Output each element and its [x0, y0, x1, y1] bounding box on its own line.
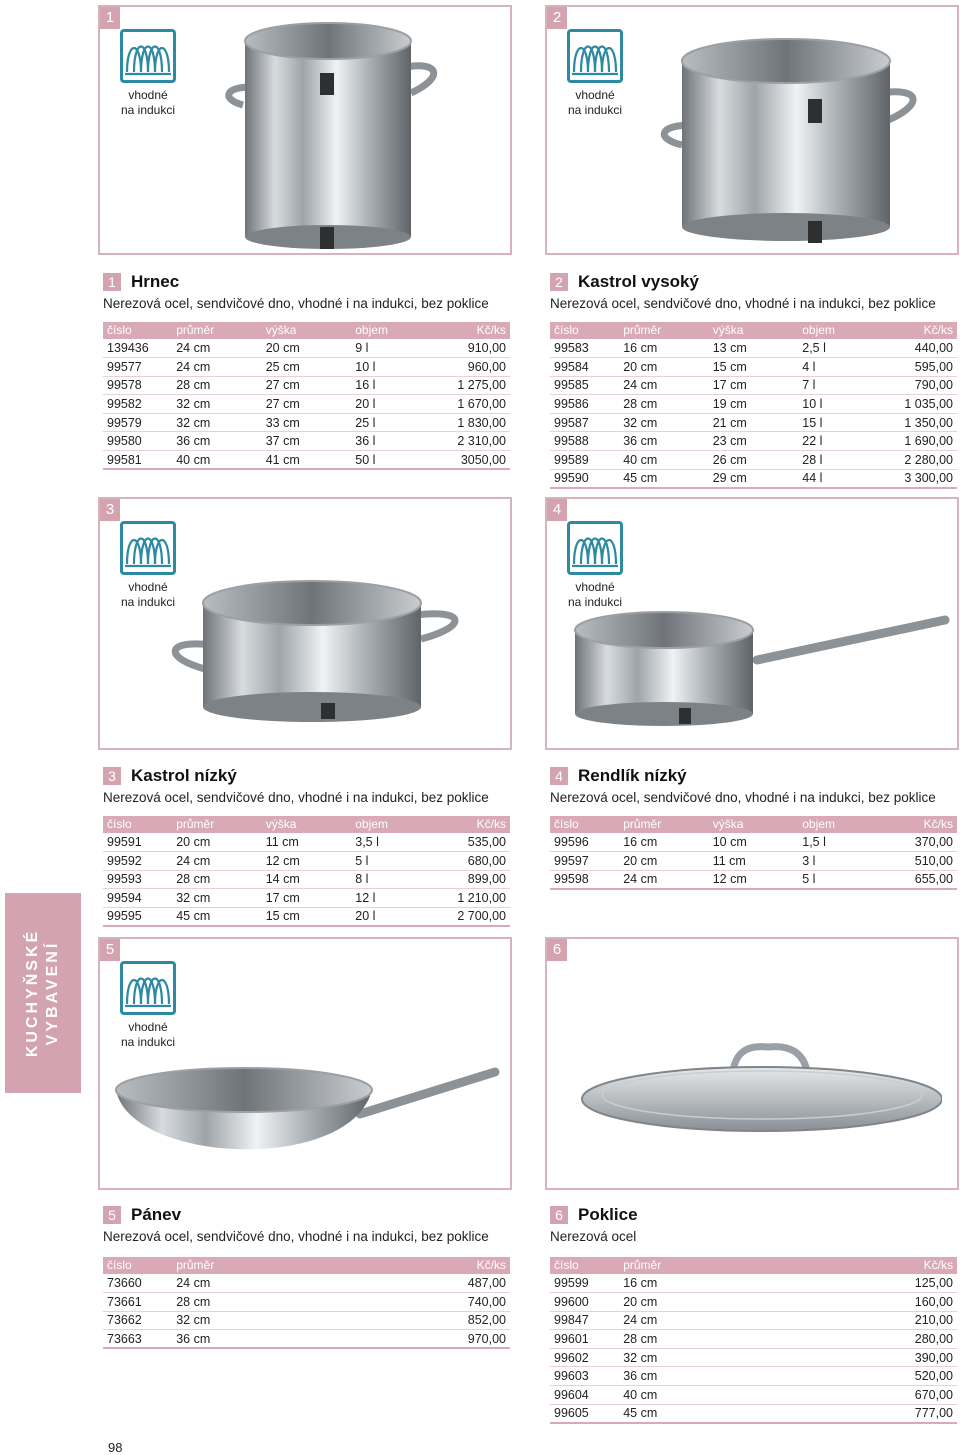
- table-cell: 28 cm: [172, 376, 262, 395]
- table-cell: 390,00: [709, 1348, 957, 1367]
- table-row: [550, 432, 957, 451]
- table-cell: 99598: [550, 870, 619, 889]
- induction-label-2: na indukci: [120, 103, 176, 117]
- induction-coil-icon: [567, 521, 623, 575]
- column-header: průměr: [172, 816, 262, 833]
- table-cell: 29 cm: [709, 469, 799, 488]
- section-description: Nerezová ocel, sendvičové dno, vhodné i na indukci, bez poklice: [103, 296, 489, 311]
- frying-pan-image: [110, 1054, 510, 1184]
- table-cell: 16 cm: [619, 1274, 709, 1293]
- price-table-kastrol-vysoky: [550, 322, 957, 489]
- column-header: číslo: [103, 816, 172, 833]
- table-row: [103, 1293, 510, 1312]
- section-number: 4: [550, 767, 568, 785]
- category-side-tab: [5, 893, 81, 1093]
- table-cell: 99599: [550, 1274, 619, 1293]
- photo-number: 5: [100, 939, 120, 961]
- table-cell: 960,00: [433, 358, 510, 377]
- table-row: [550, 395, 957, 414]
- table-row: [103, 889, 510, 908]
- table-cell: 28 l: [798, 451, 879, 470]
- table-cell: 1 830,00: [433, 413, 510, 432]
- table-cell: 36 l: [351, 432, 432, 451]
- photo-kastrol-nizky: [98, 497, 512, 750]
- table-row: [550, 1293, 957, 1312]
- column-header: objem: [798, 322, 879, 339]
- table-cell: 11 cm: [709, 852, 799, 871]
- table-cell: 99602: [550, 1348, 619, 1367]
- price-table-kastrol-nizky: [103, 816, 510, 927]
- page-number: 98: [108, 1440, 123, 1455]
- table-cell: 1 210,00: [433, 889, 510, 908]
- table-cell: 15 l: [798, 413, 879, 432]
- photo-rendlik-nizky: [545, 497, 959, 750]
- column-header: Kč/ks: [880, 816, 957, 833]
- table-cell: 20 cm: [619, 358, 709, 377]
- table-cell: 28 cm: [619, 395, 709, 414]
- table-cell: 32 cm: [172, 1311, 262, 1330]
- table-cell: 10 cm: [709, 833, 799, 852]
- table-row: [103, 870, 510, 889]
- table-cell: 160,00: [709, 1293, 957, 1312]
- column-header: číslo: [550, 1257, 619, 1274]
- table-row: [550, 376, 957, 395]
- section-title: Pánev: [131, 1205, 182, 1224]
- table-cell: 670,00: [709, 1386, 957, 1405]
- table-cell: 16 cm: [619, 833, 709, 852]
- stock-pot-image: [215, 17, 445, 253]
- table-cell: 20 cm: [172, 833, 262, 852]
- table-row: [550, 1404, 957, 1423]
- table-cell: 27 cm: [262, 395, 352, 414]
- column-header: výška: [709, 816, 799, 833]
- table-cell: 99584: [550, 358, 619, 377]
- column-header: Kč/ks: [709, 1257, 957, 1274]
- table-cell: 3,5 l: [351, 833, 432, 852]
- photo-panev: [98, 937, 512, 1190]
- table-cell: 899,00: [433, 870, 510, 889]
- section-description: Nerezová ocel, sendvičové dno, vhodné i na indukci, bez poklice: [103, 790, 489, 805]
- induction-coil-icon: [567, 29, 623, 83]
- table-cell: 73661: [103, 1293, 172, 1312]
- table-cell: 1 350,00: [880, 413, 957, 432]
- table-cell: 33 cm: [262, 413, 352, 432]
- section-title: Kastrol nízký: [131, 766, 237, 785]
- column-header: číslo: [103, 322, 172, 339]
- table-cell: 99594: [103, 889, 172, 908]
- low-casserole-image: [155, 579, 475, 729]
- table-row: [550, 870, 957, 889]
- table-cell: 852,00: [262, 1311, 510, 1330]
- table-row: [550, 339, 957, 358]
- table-cell: 28 cm: [172, 870, 262, 889]
- table-row: [103, 339, 510, 358]
- photo-poklice: [545, 937, 959, 1190]
- table-header-row: [103, 816, 510, 833]
- column-header: objem: [351, 322, 432, 339]
- table-cell: 99587: [550, 413, 619, 432]
- section-title: Poklice: [578, 1205, 638, 1224]
- side-tab-line1: KUCHYŇSKÉ: [24, 928, 41, 1058]
- tall-casserole-image: [642, 35, 927, 247]
- column-header: Kč/ks: [433, 322, 510, 339]
- section-panev-header: [103, 1205, 513, 1244]
- table-cell: 22 l: [798, 432, 879, 451]
- table-cell: 99601: [550, 1330, 619, 1349]
- column-header: průměr: [619, 322, 709, 339]
- lid-image: [572, 1039, 942, 1149]
- table-cell: 99593: [103, 870, 172, 889]
- table-cell: 8 l: [351, 870, 432, 889]
- table-cell: 99847: [550, 1311, 619, 1330]
- table-cell: 24 cm: [172, 358, 262, 377]
- table-row: [550, 1330, 957, 1349]
- induction-label-2: na indukci: [567, 595, 623, 609]
- section-description: Nerezová ocel, sendvičové dno, vhodné i na indukci, bez poklice: [550, 296, 936, 311]
- section-title: Hrnec: [131, 272, 180, 291]
- section-number: 1: [103, 273, 121, 291]
- photo-kastrol-vysoky: [545, 5, 959, 255]
- table-header-row: [103, 1257, 510, 1274]
- table-cell: 99583: [550, 339, 619, 358]
- table-cell: 7 l: [798, 376, 879, 395]
- column-header: Kč/ks: [433, 816, 510, 833]
- table-cell: 3 l: [798, 852, 879, 871]
- table-cell: 41 cm: [262, 451, 352, 470]
- table-cell: 2 310,00: [433, 432, 510, 451]
- table-cell: 280,00: [709, 1330, 957, 1349]
- table-row: [550, 1348, 957, 1367]
- column-header: číslo: [550, 816, 619, 833]
- table-row: [550, 469, 957, 488]
- induction-badge: [118, 961, 178, 1050]
- table-cell: 27 cm: [262, 376, 352, 395]
- table-cell: 11 cm: [262, 833, 352, 852]
- table-cell: 20 cm: [262, 339, 352, 358]
- induction-label-1: vhodné: [575, 88, 615, 102]
- section-number: 2: [550, 273, 568, 291]
- table-cell: 45 cm: [619, 1404, 709, 1423]
- table-cell: 520,00: [709, 1367, 957, 1386]
- induction-label-1: vhodné: [575, 580, 615, 594]
- table-cell: 40 cm: [172, 451, 262, 470]
- section-hrnec-header: [103, 272, 513, 311]
- table-cell: 20 cm: [619, 852, 709, 871]
- table-cell: 99586: [550, 395, 619, 414]
- table-cell: 21 cm: [709, 413, 799, 432]
- table-cell: 36 cm: [619, 1367, 709, 1386]
- table-row: [550, 1274, 957, 1293]
- column-header: Kč/ks: [880, 322, 957, 339]
- table-cell: 12 cm: [262, 852, 352, 871]
- section-poklice-header: [550, 1205, 960, 1244]
- table-cell: 19 cm: [709, 395, 799, 414]
- table-cell: 99578: [103, 376, 172, 395]
- table-row: [550, 358, 957, 377]
- photo-number: 3: [100, 499, 120, 521]
- table-cell: 73662: [103, 1311, 172, 1330]
- table-cell: 1 690,00: [880, 432, 957, 451]
- column-header: výška: [262, 322, 352, 339]
- induction-label-1: vhodné: [128, 88, 168, 102]
- table-cell: 23 cm: [709, 432, 799, 451]
- table-cell: 2 280,00: [880, 451, 957, 470]
- table-cell: 16 cm: [619, 339, 709, 358]
- column-header: objem: [351, 816, 432, 833]
- induction-label-1: vhodné: [128, 1020, 168, 1034]
- table-header-row: [550, 816, 957, 833]
- section-description: Nerezová ocel: [550, 1229, 637, 1244]
- table-cell: 99592: [103, 852, 172, 871]
- table-cell: 36 cm: [172, 432, 262, 451]
- table-row: [103, 1330, 510, 1349]
- table-cell: 45 cm: [172, 907, 262, 926]
- section-number: 6: [550, 1206, 568, 1224]
- induction-coil-icon: [120, 521, 176, 575]
- table-cell: 9 l: [351, 339, 432, 358]
- table-cell: 20 l: [351, 907, 432, 926]
- table-cell: 1,5 l: [798, 833, 879, 852]
- table-cell: 740,00: [262, 1293, 510, 1312]
- table-cell: 99589: [550, 451, 619, 470]
- induction-badge: [118, 29, 178, 118]
- table-cell: 73663: [103, 1330, 172, 1349]
- column-header: průměr: [619, 1257, 709, 1274]
- section-description: Nerezová ocel, sendvičové dno, vhodné i na indukci, bez poklice: [103, 1229, 489, 1244]
- table-cell: 45 cm: [619, 469, 709, 488]
- table-cell: 655,00: [880, 870, 957, 889]
- table-row: [550, 1386, 957, 1405]
- price-table-poklice: [550, 1257, 957, 1424]
- column-header: objem: [798, 816, 879, 833]
- table-cell: 2 700,00: [433, 907, 510, 926]
- table-cell: 10 l: [798, 395, 879, 414]
- column-header: Kč/ks: [262, 1257, 510, 1274]
- section-kastrol-vysoky-header: [550, 272, 960, 311]
- table-cell: 24 cm: [172, 339, 262, 358]
- column-header: číslo: [103, 1257, 172, 1274]
- table-row: [103, 376, 510, 395]
- column-header: průměr: [172, 322, 262, 339]
- photo-hrnec: [98, 5, 512, 255]
- table-header-row: [103, 322, 510, 339]
- column-header: číslo: [550, 322, 619, 339]
- table-cell: 50 l: [351, 451, 432, 470]
- price-table-rendlik-nizky: [550, 816, 957, 890]
- section-kastrol-nizky-header: [103, 766, 513, 805]
- table-cell: 1 035,00: [880, 395, 957, 414]
- induction-coil-icon: [120, 961, 176, 1015]
- table-cell: 99577: [103, 358, 172, 377]
- table-cell: 535,00: [433, 833, 510, 852]
- table-cell: 99582: [103, 395, 172, 414]
- table-cell: 99591: [103, 833, 172, 852]
- table-row: [103, 358, 510, 377]
- table-row: [550, 852, 957, 871]
- induction-badge: [565, 29, 625, 118]
- induction-coil-icon: [120, 29, 176, 83]
- table-cell: 15 cm: [709, 358, 799, 377]
- table-cell: 99604: [550, 1386, 619, 1405]
- price-table-panev: [103, 1257, 510, 1349]
- section-title: Kastrol vysoký: [578, 272, 699, 291]
- table-cell: 99603: [550, 1367, 619, 1386]
- column-header: průměr: [619, 816, 709, 833]
- table-cell: 24 cm: [172, 1274, 262, 1293]
- table-cell: 1 670,00: [433, 395, 510, 414]
- table-row: [103, 395, 510, 414]
- table-cell: 2,5 l: [798, 339, 879, 358]
- column-header: výška: [709, 322, 799, 339]
- table-cell: 370,00: [880, 833, 957, 852]
- induction-label-1: vhodné: [128, 580, 168, 594]
- table-cell: 99590: [550, 469, 619, 488]
- table-cell: 24 cm: [619, 1311, 709, 1330]
- table-row: [550, 1311, 957, 1330]
- table-cell: 99581: [103, 451, 172, 470]
- induction-label-2: na indukci: [567, 103, 623, 117]
- table-cell: 26 cm: [709, 451, 799, 470]
- table-cell: 32 cm: [619, 413, 709, 432]
- table-cell: 4 l: [798, 358, 879, 377]
- table-cell: 99597: [550, 852, 619, 871]
- table-cell: 99588: [550, 432, 619, 451]
- table-cell: 99600: [550, 1293, 619, 1312]
- table-cell: 36 cm: [172, 1330, 262, 1349]
- table-row: [103, 413, 510, 432]
- table-row: [103, 833, 510, 852]
- table-cell: 680,00: [433, 852, 510, 871]
- table-cell: 3050,00: [433, 451, 510, 470]
- table-cell: 777,00: [709, 1404, 957, 1423]
- table-row: [103, 432, 510, 451]
- table-cell: 17 cm: [262, 889, 352, 908]
- column-header: průměr: [172, 1257, 262, 1274]
- photo-number: 2: [547, 7, 567, 29]
- table-cell: 24 cm: [172, 852, 262, 871]
- table-cell: 99579: [103, 413, 172, 432]
- table-cell: 24 cm: [619, 376, 709, 395]
- table-cell: 99580: [103, 432, 172, 451]
- table-cell: 99596: [550, 833, 619, 852]
- table-cell: 910,00: [433, 339, 510, 358]
- section-rendlik-nizky-header: [550, 766, 960, 805]
- column-header: výška: [262, 816, 352, 833]
- table-cell: 40 cm: [619, 451, 709, 470]
- table-cell: 510,00: [880, 852, 957, 871]
- table-cell: 440,00: [880, 339, 957, 358]
- table-cell: 487,00: [262, 1274, 510, 1293]
- table-cell: 12 cm: [709, 870, 799, 889]
- photo-number: 1: [100, 7, 120, 29]
- table-cell: 12 l: [351, 889, 432, 908]
- table-row: [550, 451, 957, 470]
- table-cell: 16 l: [351, 376, 432, 395]
- table-row: [103, 1311, 510, 1330]
- table-cell: 32 cm: [619, 1348, 709, 1367]
- table-cell: 3 300,00: [880, 469, 957, 488]
- table-cell: 595,00: [880, 358, 957, 377]
- side-tab-line2: VYBAVENÍ: [44, 940, 61, 1046]
- table-row: [550, 413, 957, 432]
- table-header-row: [550, 1257, 957, 1274]
- table-row: [550, 833, 957, 852]
- table-cell: 17 cm: [709, 376, 799, 395]
- table-cell: 37 cm: [262, 432, 352, 451]
- table-cell: 125,00: [709, 1274, 957, 1293]
- induction-label-2: na indukci: [120, 595, 176, 609]
- table-cell: 5 l: [798, 870, 879, 889]
- table-cell: 25 l: [351, 413, 432, 432]
- table-cell: 970,00: [262, 1330, 510, 1349]
- table-cell: 99605: [550, 1404, 619, 1423]
- table-cell: 28 cm: [172, 1293, 262, 1312]
- section-description: Nerezová ocel, sendvičové dno, vhodné i na indukci, bez poklice: [550, 790, 936, 805]
- table-cell: 5 l: [351, 852, 432, 871]
- table-cell: 10 l: [351, 358, 432, 377]
- table-row: [103, 852, 510, 871]
- photo-number: 4: [547, 499, 567, 521]
- table-cell: 15 cm: [262, 907, 352, 926]
- table-cell: 24 cm: [619, 870, 709, 889]
- table-cell: 28 cm: [619, 1330, 709, 1349]
- section-number: 5: [103, 1206, 121, 1224]
- table-cell: 25 cm: [262, 358, 352, 377]
- table-cell: 99595: [103, 907, 172, 926]
- table-cell: 73660: [103, 1274, 172, 1293]
- table-cell: 14 cm: [262, 870, 352, 889]
- table-cell: 99585: [550, 376, 619, 395]
- induction-label-2: na indukci: [120, 1035, 176, 1049]
- saucepan-image: [567, 604, 957, 739]
- table-cell: 32 cm: [172, 889, 262, 908]
- table-cell: 20 cm: [619, 1293, 709, 1312]
- table-cell: 139436: [103, 339, 172, 358]
- table-cell: 1 275,00: [433, 376, 510, 395]
- table-cell: 790,00: [880, 376, 957, 395]
- table-row: [103, 907, 510, 926]
- section-number: 3: [103, 767, 121, 785]
- table-cell: 40 cm: [619, 1386, 709, 1405]
- section-title: Rendlík nízký: [578, 766, 687, 785]
- table-cell: 32 cm: [172, 395, 262, 414]
- table-cell: 36 cm: [619, 432, 709, 451]
- table-cell: 210,00: [709, 1311, 957, 1330]
- table-cell: 32 cm: [172, 413, 262, 432]
- table-row: [103, 451, 510, 470]
- table-cell: 20 l: [351, 395, 432, 414]
- table-cell: 44 l: [798, 469, 879, 488]
- table-cell: 13 cm: [709, 339, 799, 358]
- table-header-row: [550, 322, 957, 339]
- table-row: [550, 1367, 957, 1386]
- table-row: [103, 1274, 510, 1293]
- photo-number: 6: [547, 939, 567, 961]
- price-table-hrnec: [103, 322, 510, 470]
- induction-badge: [565, 521, 625, 610]
